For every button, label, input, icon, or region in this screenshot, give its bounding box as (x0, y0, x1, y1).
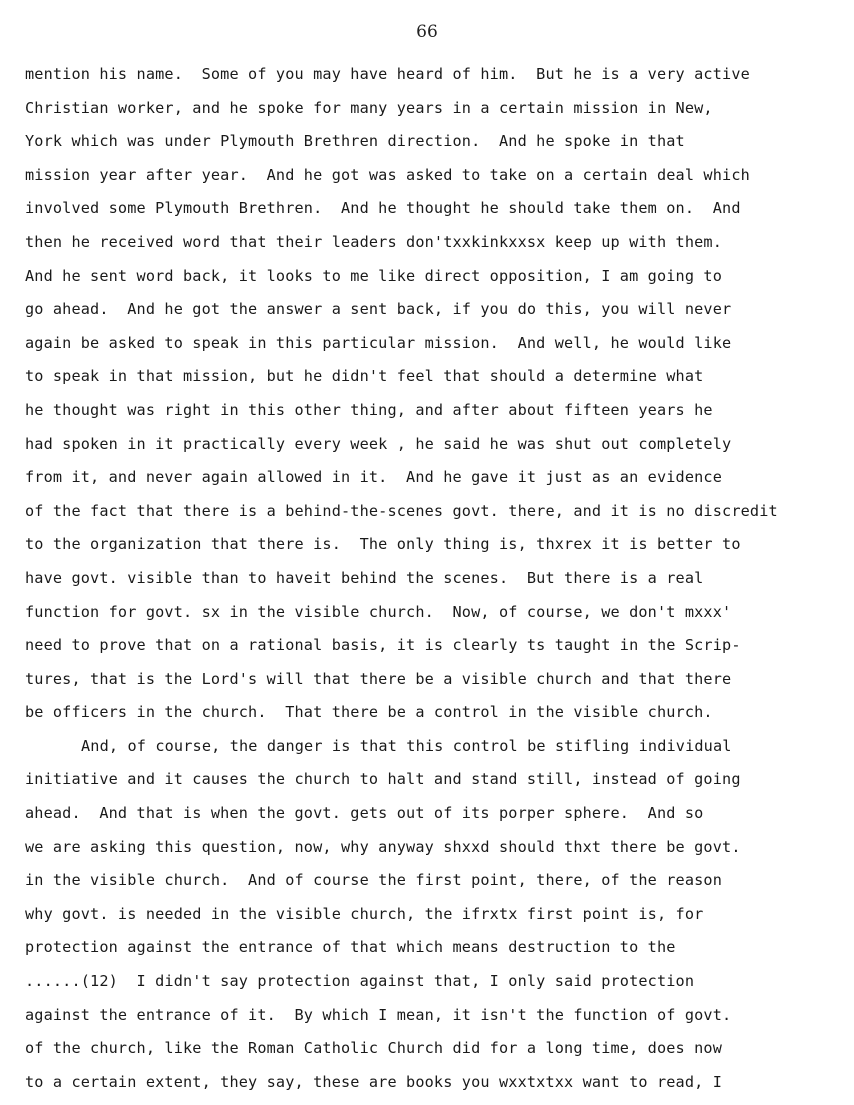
text-line: be officers in the church. That there be a control in the visible church. (25, 703, 713, 722)
text-line: tures, that is the Lord's will that there be a visible church and that there (25, 669, 732, 688)
body-text (25, 58, 845, 1099)
paragraph-start-line: And, of course, the danger is that this control be stifling individual (81, 736, 732, 755)
text-line: why govt. is needed in the visible church, the ifrxtx first point is, for (25, 904, 704, 923)
text-line: to a certain extent, they say, these are books you wxxtxtxx want to read, I (25, 1072, 723, 1091)
text-line: need to prove that on a rational basis, it is clearly ts taught in the Scrip- (25, 636, 741, 655)
text-line: of the church, like the Roman Catholic Church did for a long time, does now (25, 1039, 723, 1058)
text-line: go ahead. And he got the answer a sent back, if you do this, you will never (25, 300, 732, 319)
text-line: again be asked to speak in this particular mission. And well, he would like (25, 333, 732, 352)
text-line: of the fact that there is a behind-the-scenes govt. there, and it is no discredit (25, 501, 778, 520)
text-line: ......(12) I didn't say protection against that, I only said protection (25, 972, 695, 991)
text-line: involved some Plymouth Brethren. And he thought he should take them on. And (25, 199, 741, 218)
text-line: then he received word that their leaders don'txxkinkxxsx keep up with them. (25, 232, 723, 251)
text-line: against the entrance of it. By which I mean, it isn't the function of govt. (25, 1005, 732, 1024)
text-line: from it, and never again allowed in it. And he gave it just as an evidence (25, 468, 723, 487)
text-line: mention his name. Some of you may have heard of him. But he is a very active (25, 65, 750, 83)
text-line: function for govt. sx in the visible church. Now, of course, we don't mxxx' (25, 602, 732, 621)
text-line: to the organization that there is. The only thing is, thxrex it is better to (25, 535, 741, 554)
text-line: initiative and it causes the church to halt and stand still, instead of going (25, 770, 741, 789)
text-line: to speak in that mission, but he didn't feel that should a determine what (25, 367, 704, 386)
text-line: in the visible church. And of course the first point, there, of the reason (25, 871, 723, 890)
text-line: have govt. visible than to haveit behind the scenes. But there is a real (25, 568, 704, 587)
text-line: had spoken in it practically every week , he said he was shut out completely (25, 434, 732, 453)
text-line: ahead. And that is when the govt. gets out of its porper sphere. And so (25, 804, 704, 823)
text-line: he thought was right in this other thing, and after about fifteen years he (25, 400, 713, 419)
text-line: Christian worker, and he spoke for many years in a certain mission in New, (25, 98, 713, 117)
text-line: mission year after year. And he got was asked to take on a certain deal which (25, 165, 750, 184)
text-line: protection against the entrance of that which means destruction to the (25, 938, 676, 957)
text-line: York which was under Plymouth Brethren direction. And he spoke in that (25, 132, 685, 151)
text-line: And he sent word back, it looks to me like direct opposition, I am going to (25, 266, 723, 285)
text-line: we are asking this question, now, why anyway shxxd should thxt there be govt. (25, 837, 741, 856)
page-number: 66 (416, 22, 438, 42)
